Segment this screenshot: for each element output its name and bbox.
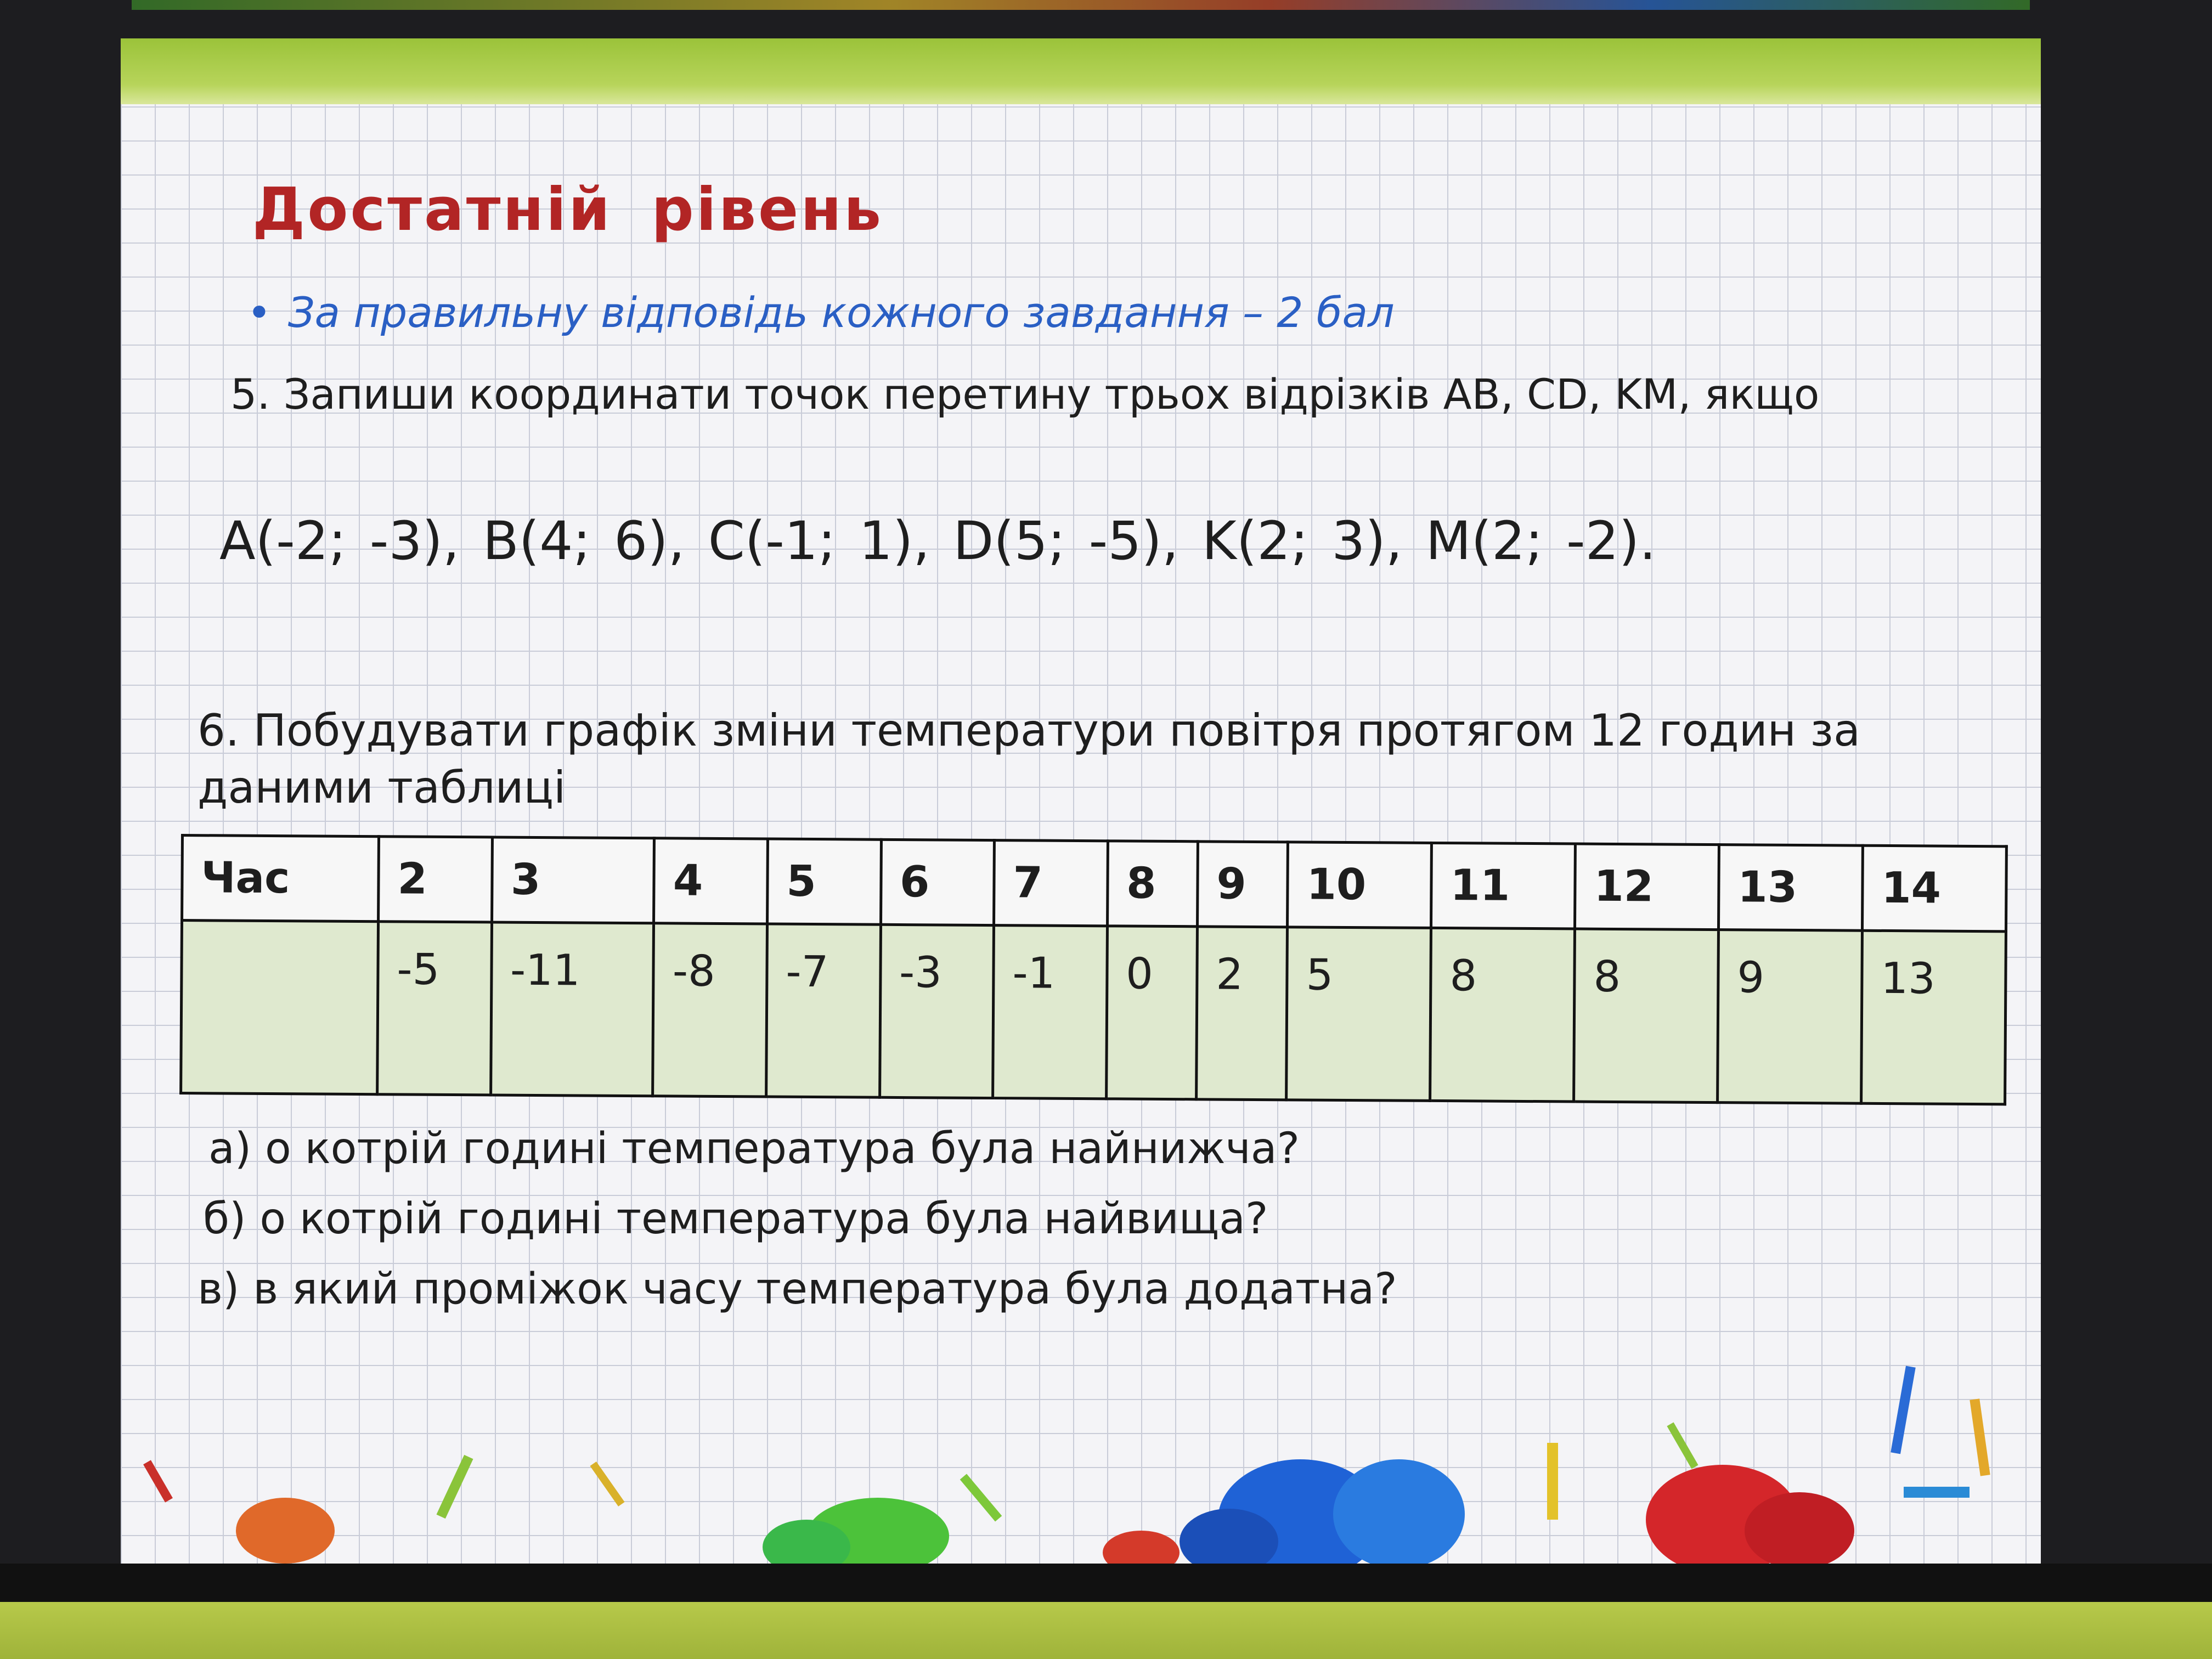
temperature-cell: 2 (1197, 927, 1288, 1100)
question-c: в) в який проміжок часу температура була додатна? (198, 1265, 1397, 1314)
question-b: б) о котрій годині температура була найвища? (203, 1194, 1268, 1244)
temperature-cell: -3 (879, 924, 994, 1098)
task-5-text: 5. Запиши координати точок перетину трьох відрізків АВ, CD, KM, якщо (230, 370, 1820, 419)
bullet-dot-icon: • (247, 288, 272, 337)
top-decor-strip (132, 0, 2030, 10)
temperature-cell: 9 (1718, 930, 1863, 1104)
hour-cell: 6 (881, 839, 995, 925)
temperature-cell: -8 (653, 923, 767, 1097)
temperature-cell: -7 (766, 924, 881, 1097)
temperature-table (179, 834, 2008, 1105)
paint-splash-icon (143, 1366, 1990, 1564)
hour-cell: 10 (1288, 842, 1432, 928)
hour-cell: 14 (1862, 845, 2006, 932)
hours-row (182, 836, 2007, 932)
presentation-slide (121, 38, 2041, 1564)
slide-top-bar (121, 38, 2041, 104)
grading-bullet (247, 288, 1395, 337)
temperature-cell: -1 (993, 926, 1107, 1099)
question-a: а) о котрій годині температура була найнижча? (208, 1124, 1300, 1173)
hour-cell: 11 (1431, 843, 1576, 929)
temperature-cell: 5 (1286, 927, 1431, 1101)
hour-cell: 13 (1718, 845, 1863, 931)
temperature-cell: 0 (1106, 926, 1197, 1099)
temperature-header-cell (181, 921, 379, 1094)
hours-header-cell: Час (182, 836, 379, 922)
decorative-paint-splashes (121, 1333, 2041, 1564)
temperature-cell: -11 (490, 922, 654, 1096)
questions-list (198, 1114, 1397, 1324)
temperature-cell: 13 (1861, 930, 2006, 1104)
hour-cell: 7 (994, 840, 1108, 926)
hour-cell: 4 (654, 838, 768, 924)
hour-cell: 3 (492, 837, 654, 923)
task-5-points: A(-2; -3), B(4; 6), C(-1; 1), D(5; -5), K(2; 3), M(2; -2). (219, 510, 1656, 572)
hour-cell: 9 (1197, 842, 1288, 927)
temperature-cell: 8 (1574, 929, 1719, 1103)
slide-title: Достатній рівень (252, 176, 884, 244)
hour-cell: 5 (767, 839, 881, 924)
grading-bullet-text: За правильну відповідь кожного завдання – 2 бал (287, 288, 1395, 337)
hour-cell: 8 (1107, 841, 1198, 927)
temperature-row (181, 921, 2006, 1104)
temperature-cell: 8 (1430, 928, 1575, 1102)
hour-cell: 12 (1575, 844, 1719, 930)
task-6-text: 6. Побудувати графік зміни температури повітря протягом 12 годин за даними таблиці (198, 705, 1860, 813)
bottom-green-strip (0, 1602, 2212, 1659)
hour-cell: 2 (378, 837, 492, 922)
temperature-cell: -5 (377, 922, 492, 1095)
